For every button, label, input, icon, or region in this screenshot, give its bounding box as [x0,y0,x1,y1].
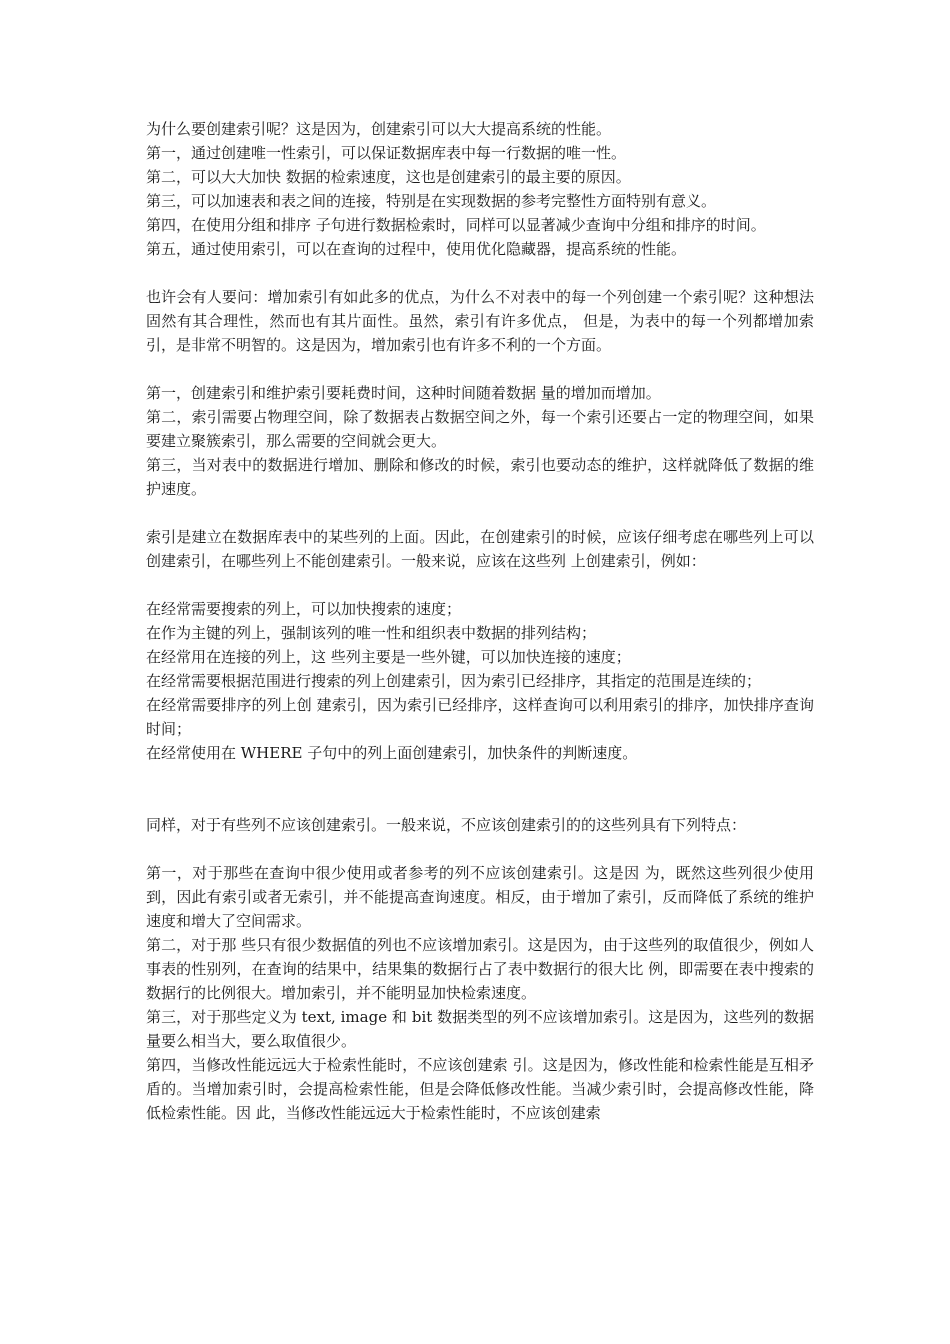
section-not-recommended-columns [146,861,814,1125]
paragraph: 为什么要创建索引呢？这是因为，创建索引可以大大提高系统的性能。 [146,120,612,138]
list-item: 在作为主键的列上，强制该列的唯一性和组织表中数据的排列结构； [146,624,597,642]
paragraph: 第二，可以大大加快 数据的检索速度，这也是创建索引的最主要的原因。 [146,168,631,186]
paragraph: 第四，在使用分组和排序 子句进行数据检索时，同样可以显著减少查询中分组和排序的时间。 [146,216,766,234]
spacer [146,261,814,285]
paragraph: 第四，当修改性能远远大于检索性能时，不应该创建索 引。这是因为，修改性能和检索性能是互相矛盾的。当增加索引时，会提高检索性能，但是会降低修改性能。当减少索引时，会提高修改性能，降低检索性能。因 此，当修改性能远远大于检索性能时，不应该创建索 [146,1056,814,1122]
document-body [146,117,814,1125]
list-item: 在经常需要搜索的列上，可以加快搜索的速度； [146,600,462,618]
paragraph: 也许会有人要问：增加索引有如此多的优点，为什么不对表中的每一个列创建一个索引呢？这种想法固然有其合理性，然而也有其片面性。虽然，索引有许多优点， 但是，为表中的每一个列都增加索引，是非常不明智的。这是因为，增加索引也有许多不利的一个方面。 [146,288,814,354]
paragraph: 第一，通过创建唯一性索引，可以保证数据库表中每一行数据的唯一性。 [146,144,627,162]
paragraph: 同样，对于有些列不应该创建索引。一般来说，不应该创建索引的的这些列具有下列特点： [146,816,747,834]
paragraph: 第三，可以加速表和表之间的连接，特别是在实现数据的参考完整性方面特别有意义。 [146,192,717,210]
paragraph: 索引是建立在数据库表中的某些列的上面。因此，在创建索引的时候，应该仔细考虑在哪些列上可以创建索引，在哪些列上不能创建索引。一般来说，应该在这些列 上创建索引，例如： [146,528,814,570]
paragraph: 第一，创建索引和维护索引要耗费时间，这种时间随着数据 量的增加而增加。 [146,384,661,402]
list-item: 在经常用在连接的列上，这 些列主要是一些外键，可以加快连接的速度； [146,648,631,666]
section-recommended-columns [146,597,814,765]
spacer [146,837,814,861]
section-disadvantages [146,381,814,501]
spacer [146,501,814,525]
section-why-not-every-column [146,285,814,357]
paragraph: 第三，当对表中的数据进行增加、删除和修改的时候，索引也要动态的维护，这样就降低了数据的维护速度。 [146,456,814,498]
paragraph: 第五，通过使用索引，可以在查询的过程中，使用优化隐藏器，提高系统的性能。 [146,240,687,258]
paragraph: 第二，对于那 些只有很少数据值的列也不应该增加索引。这是因为，由于这些列的取值很少，例如人事表的性别列，在查询的结果中，结果集的数据行占了表中数据行的很大比 例，即需要在表中搜索的数据行的比例很大。增加索引，并不能明显加快检索速度。 [146,936,814,1002]
paragraph: 第一，对于那些在查询中很少使用或者参考的列不应该创建索引。这是因 为，既然这些列很少使用到，因此有索引或者无索引，并不能提高查询速度。相反，由于增加了索引，反而降低了系统的维护速度和增大了空间需求。 [146,864,814,930]
spacer [146,357,814,381]
section-which-columns [146,525,814,573]
section-not-recommended-intro [146,813,814,837]
spacer [146,765,814,813]
paragraph: 第二，索引需要占物理空间，除了数据表占数据空间之外，每一个索引还要占一定的物理空间，如果要建立聚簇索引，那么需要的空间就会更大。 [146,408,814,450]
list-item: 在经常需要根据范围进行搜索的列上创建索引，因为索引已经排序，其指定的范围是连续的； [146,672,762,690]
list-item: 在经常需要排序的列上创 建索引，因为索引已经排序，这样查询可以利用索引的排序，加快排序查询时间； [146,696,814,738]
paragraph: 第三，对于那些定义为 text, image 和 bit 数据类型的列不应该增加索引。这是因为，这些列的数据量要么相当大，要么取值很少。 [146,1008,814,1050]
section-why-create-index [146,117,814,261]
spacer [146,573,814,597]
list-item: 在经常使用在 WHERE 子句中的列上面创建索引，加快条件的判断速度。 [146,744,638,762]
